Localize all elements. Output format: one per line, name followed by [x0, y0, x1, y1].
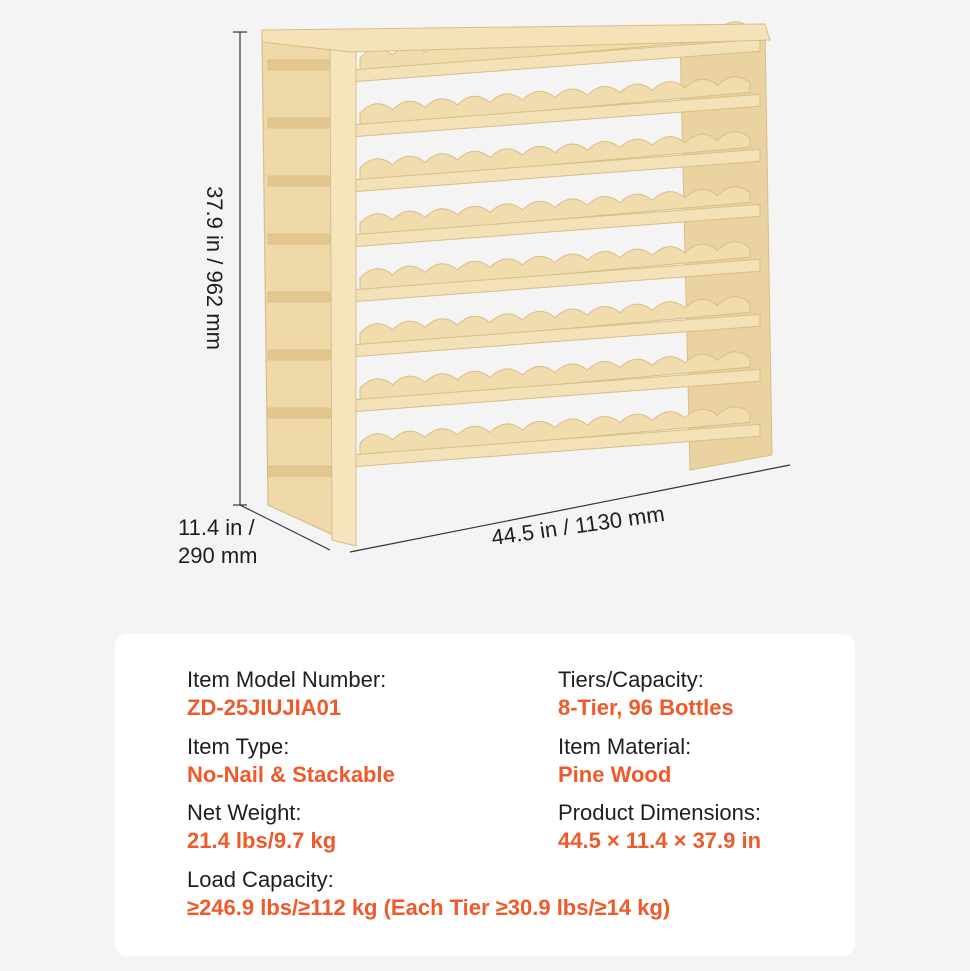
- depth-label-line1: 11.4 in /: [178, 515, 255, 540]
- spec-material-value: Pine Wood: [558, 762, 672, 787]
- rack-front-left-post: [330, 42, 356, 546]
- wine-rack: [262, 22, 772, 546]
- spec-weight-value: 21.4 lbs/9.7 kg: [187, 828, 337, 853]
- spec-material-label: Item Material:: [558, 734, 692, 759]
- spec-model-label: Item Model Number:: [187, 667, 387, 692]
- spec-model: [187, 666, 386, 722]
- spec-tiers-value: 8-Tier, 96 Bottles: [558, 695, 734, 720]
- spec-type: [187, 733, 395, 789]
- width-dimension-label: 44.5 in / 1130 mm: [489, 500, 667, 551]
- depth-label-line2: 290 mm: [178, 543, 258, 568]
- spec-type-label: Item Type:: [187, 734, 290, 759]
- spec-model-value: ZD-25JIUJIA01: [187, 695, 342, 720]
- spec-load-label: Load Capacity:: [187, 867, 334, 892]
- spec-load-value: ≥246.9 lbs/≥112 kg (Each Tier ≥30.9 lbs/≥14 kg): [187, 895, 671, 920]
- spec-dimensions-label: Product Dimensions:: [558, 800, 761, 825]
- spec-tiers: [558, 666, 734, 722]
- spec-dimensions-value: 44.5 × 11.4 × 37.9 in: [558, 828, 762, 853]
- spec-weight-label: Net Weight:: [187, 800, 302, 825]
- spec-weight: [187, 799, 336, 855]
- height-dimension-label: 37.9 in / 962 mm: [202, 186, 227, 350]
- spec-load: [187, 866, 670, 922]
- specification-card: [115, 634, 855, 956]
- spec-tiers-label: Tiers/Capacity:: [558, 667, 704, 692]
- depth-dimension-label: [178, 514, 288, 570]
- spec-material: [558, 733, 691, 789]
- spec-type-value: No-Nail & Stackable: [187, 762, 395, 787]
- spec-dimensions: [558, 799, 761, 855]
